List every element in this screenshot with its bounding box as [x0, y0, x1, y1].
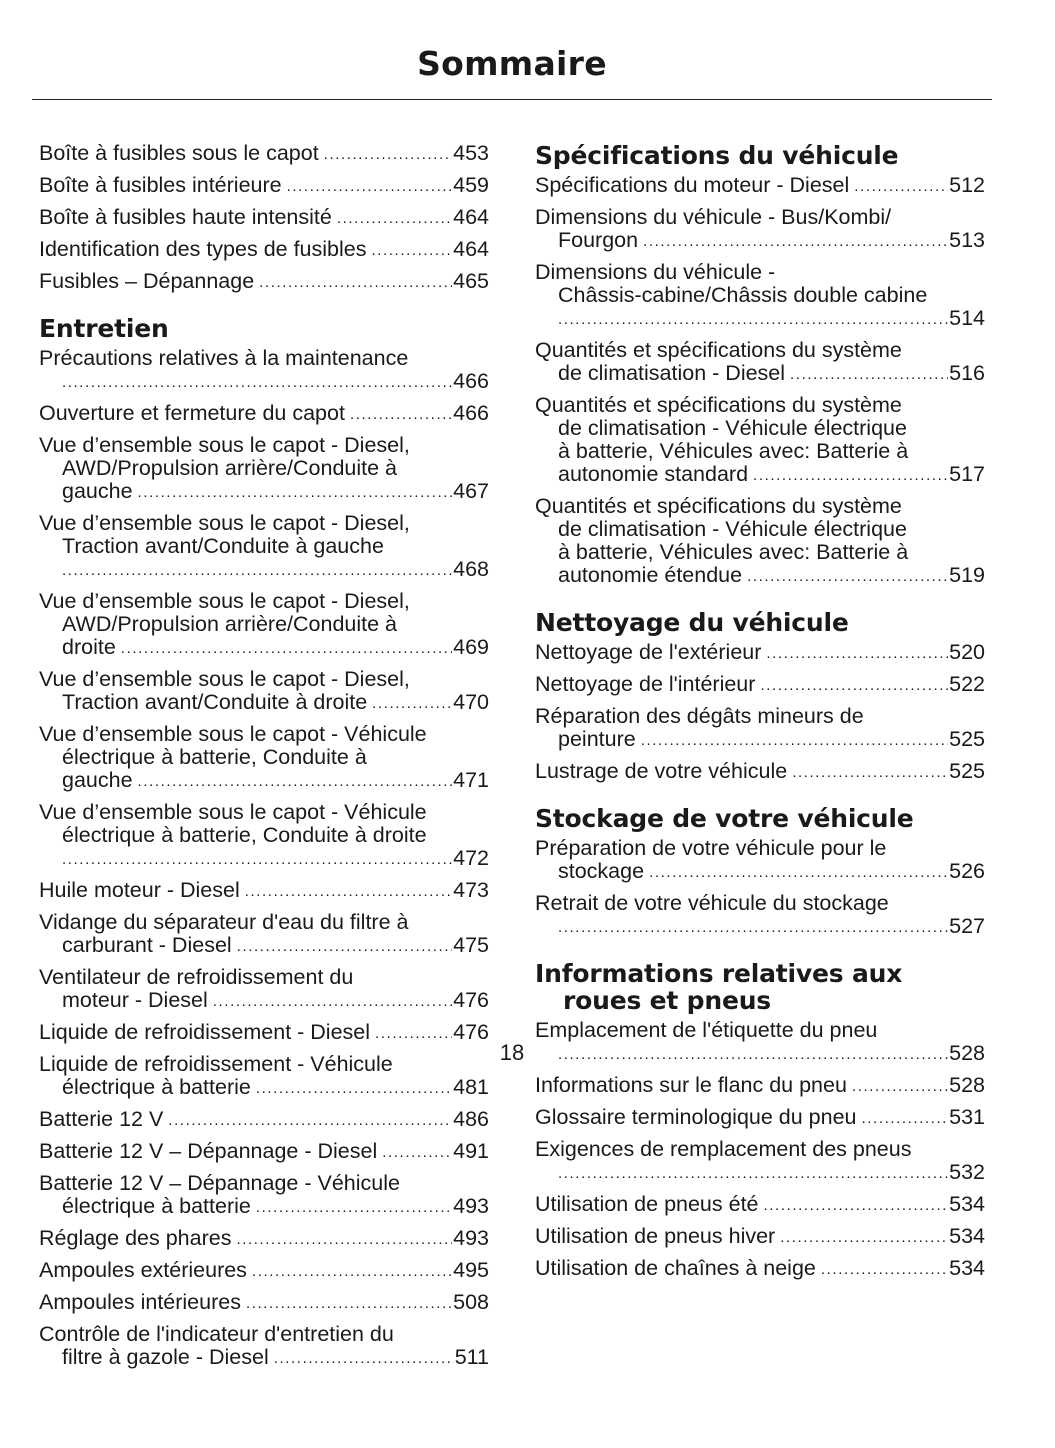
toc-entry-title: Lustrage de votre véhicule [535, 759, 788, 783]
dot-leader [121, 637, 452, 660]
toc-entry-title: Boîte à fusibles sous le capot [39, 141, 319, 165]
toc-entry-line: Vue d’ensemble sous le capot - Diesel, [39, 433, 410, 457]
toc-entry[interactable] [39, 1227, 489, 1252]
toc-page-number: 466 [453, 401, 489, 425]
toc-entry-line: électrique à batterie, Conduite à droite [62, 823, 427, 847]
toc-entry[interactable] [535, 673, 985, 698]
dot-leader [245, 880, 452, 903]
dot-leader [792, 761, 948, 784]
dot-leader [138, 770, 453, 793]
toc-entry-line: Vue d’ensemble sous le capot - Diesel, [39, 589, 410, 613]
toc-page-number: 534 [949, 1224, 985, 1248]
toc-entry[interactable] [535, 174, 985, 199]
toc-entry-title: carburant - Diesel [62, 933, 232, 957]
toc-page-number: 471 [453, 768, 489, 792]
dot-leader [371, 239, 452, 262]
toc-page-number: 481 [453, 1075, 489, 1099]
toc-entry[interactable] [535, 1257, 985, 1282]
section-heading: Stockage de votre véhicule [535, 804, 914, 833]
dot-leader [256, 1077, 452, 1100]
dot-leader [62, 848, 452, 871]
toc-left-column [39, 142, 489, 1391]
toc-entry[interactable] [39, 911, 489, 959]
toc-page-number: 493 [453, 1226, 489, 1250]
toc-entry-line: Vidange du séparateur d'eau du filtre à [39, 910, 409, 934]
toc-entry[interactable] [535, 1106, 985, 1131]
dot-leader [643, 230, 948, 253]
toc-entry[interactable] [39, 1140, 489, 1165]
toc-entry-line: AWD/Propulsion arrière/Conduite à [62, 456, 397, 480]
toc-entry[interactable] [39, 402, 489, 427]
toc-entry[interactable] [39, 206, 489, 231]
dot-leader [382, 1141, 452, 1164]
toc-entry-line: Batterie 12 V – Dépannage - Véhicule [39, 1171, 400, 1195]
toc-page-number: 486 [453, 1107, 489, 1131]
toc-entry-title: gauche [62, 768, 133, 792]
dot-leader [213, 990, 452, 1013]
dot-leader [62, 371, 452, 394]
toc-page-number: 475 [453, 933, 489, 957]
toc-entry[interactable] [39, 347, 489, 395]
toc-entry[interactable] [39, 142, 489, 167]
toc-entry-line: Exigences de remplacement des pneus [535, 1137, 912, 1161]
toc-entry[interactable] [39, 238, 489, 263]
toc-section-informations-relatives-aux-roues-et-pneus [535, 960, 985, 1282]
dot-leader [821, 1258, 948, 1281]
toc-section-nettoyage-du-vehicule [535, 609, 985, 785]
toc-page-number: 517 [949, 462, 985, 486]
toc-entry-title: Batterie 12 V [39, 1107, 164, 1131]
toc-entry-line: Préparation de votre véhicule pour le [535, 836, 887, 860]
toc-entry-title: Utilisation de chaînes à neige [535, 1256, 816, 1280]
toc-entry-title: Batterie 12 V – Dépannage - Diesel [39, 1139, 378, 1163]
dot-leader [252, 1260, 452, 1283]
page-title: Sommaire [417, 44, 607, 83]
toc-entry-title: Réglage des phares [39, 1226, 232, 1250]
dot-leader [854, 175, 948, 198]
toc-entry-title: Spécifications du moteur - Diesel [535, 173, 850, 197]
dot-leader [862, 1107, 949, 1130]
section-heading: Nettoyage du véhicule [535, 608, 849, 637]
toc-page-number: 525 [949, 759, 985, 783]
toc-page-number: 464 [453, 237, 489, 261]
toc-page-number: 465 [453, 269, 489, 293]
toc-entry-title: de climatisation - Diesel [558, 361, 786, 385]
toc-entry-line: Emplacement de l'étiquette du pneu [535, 1018, 878, 1042]
toc-entry-line: Vue d’ensemble sous le capot - Diesel, [39, 667, 410, 691]
toc-section-entretien [39, 315, 489, 1371]
toc-entry-title: Huile moteur - Diesel [39, 878, 240, 902]
toc-entry-title: gauche [62, 479, 133, 503]
toc-entry[interactable] [535, 261, 985, 332]
toc-entry-title: autonomie étendue [558, 563, 743, 587]
toc-entry-title: Boîte à fusibles intérieure [39, 173, 282, 197]
toc-page-number: 467 [453, 479, 489, 503]
toc-entry-title: autonomie standard [558, 462, 749, 486]
toc-page-number: 508 [453, 1290, 489, 1314]
toc-page-number: 532 [949, 1160, 985, 1184]
toc-entry[interactable] [39, 668, 489, 716]
toc-entry-line: Réparation des dégâts mineurs de [535, 704, 864, 728]
dot-leader [237, 935, 452, 958]
dot-leader [350, 403, 452, 426]
toc-entry-title: Fusibles – Dépannage [39, 269, 255, 293]
toc-entry-line: Précautions relatives à la maintenance [39, 346, 409, 370]
toc-page-number: 468 [453, 557, 489, 581]
toc-page-number: 528 [949, 1073, 985, 1097]
toc-page-number: 476 [453, 1020, 489, 1044]
toc-entry-line: Liquide de refroidissement - Véhicule [39, 1052, 393, 1076]
dot-leader [780, 1226, 948, 1249]
toc-entry-title: peinture [558, 727, 636, 751]
toc-entry-title: Glossaire terminologique du pneu [535, 1105, 857, 1129]
dot-leader [558, 308, 948, 331]
toc-page-number: 512 [949, 173, 985, 197]
section-heading: Informations relatives aux roues et pneus [535, 959, 903, 1015]
toc-entry[interactable] [535, 837, 985, 885]
title-divider [32, 99, 992, 100]
toc-entry[interactable] [535, 1225, 985, 1250]
dot-leader [852, 1075, 948, 1098]
toc-page-number: 534 [949, 1192, 985, 1216]
toc-entry-line: Quantités et spécifications du système [535, 393, 902, 417]
toc-entry[interactable] [39, 1323, 489, 1371]
dot-leader [747, 565, 948, 588]
toc-entry[interactable] [39, 1108, 489, 1133]
toc-page-number: 511 [454, 1345, 489, 1369]
dot-leader [324, 143, 452, 166]
toc-entry-title: Identification des types de fusibles [39, 237, 367, 261]
dot-leader [138, 481, 453, 504]
dot-leader [558, 916, 948, 939]
toc-entry-title: Utilisation de pneus hiver [535, 1224, 776, 1248]
toc-entry-title: Nettoyage de l'intérieur [535, 672, 756, 696]
toc-entry[interactable] [39, 1259, 489, 1284]
toc-entry-line: Vue d’ensemble sous le capot - Véhicule [39, 800, 427, 824]
toc-page-number: 464 [453, 205, 489, 229]
toc-entry-title: Ouverture et fermeture du capot [39, 401, 345, 425]
toc-entry[interactable] [535, 394, 985, 488]
toc-entry-title: stockage [558, 859, 645, 883]
toc-entry-line: électrique à batterie, Conduite à [62, 745, 367, 769]
toc-page-number: 516 [949, 361, 985, 385]
page-number: 18 [499, 1040, 525, 1065]
toc-entry-line: Quantités et spécifications du système [535, 494, 902, 518]
dot-leader [649, 861, 948, 884]
toc-page-number: 473 [453, 878, 489, 902]
toc-page-number: 472 [453, 846, 489, 870]
dot-leader [372, 692, 452, 715]
toc-entry[interactable] [39, 1291, 489, 1316]
toc-entry-line: de climatisation - Véhicule électrique [558, 416, 907, 440]
toc-page-number: 519 [949, 563, 985, 587]
toc-entry[interactable] [535, 892, 985, 940]
toc-entry-line: Dimensions du véhicule - Bus/Kombi/ [535, 205, 892, 229]
toc-entry[interactable] [535, 1074, 985, 1099]
toc-section [39, 142, 489, 295]
toc-entry-line: Vue d’ensemble sous le capot - Véhicule [39, 722, 427, 746]
toc-entry[interactable] [39, 590, 489, 661]
toc-page-number: 513 [949, 228, 985, 252]
toc-entry-title: Ampoules intérieures [39, 1290, 241, 1314]
toc-page-number: 459 [453, 173, 489, 197]
toc-entry[interactable] [39, 1172, 489, 1220]
toc-page-number: 534 [949, 1256, 985, 1280]
toc-page-number: 453 [453, 141, 489, 165]
dot-leader [274, 1347, 454, 1370]
toc-entry[interactable] [39, 174, 489, 199]
toc-entry-line: Dimensions du véhicule - [535, 260, 776, 284]
toc-entry[interactable] [535, 760, 985, 785]
toc-entry-line: de climatisation - Véhicule électrique [558, 517, 907, 541]
toc-entry[interactable] [535, 705, 985, 753]
toc-page-number: 526 [949, 859, 985, 883]
toc-entry-title: Traction avant/Conduite à droite [62, 690, 368, 714]
toc-entry[interactable] [535, 339, 985, 387]
dot-leader [337, 207, 452, 230]
toc-entry-line: Vue d’ensemble sous le capot - Diesel, [39, 511, 410, 535]
toc-entry-line: Châssis-cabine/Châssis double cabine [558, 283, 928, 307]
toc-page-number: 527 [949, 914, 985, 938]
toc-entry[interactable] [535, 1138, 985, 1186]
toc-entry[interactable] [39, 434, 489, 505]
toc-entry[interactable] [39, 879, 489, 904]
toc-entry[interactable] [39, 512, 489, 583]
toc-entry-line: Retrait de votre véhicule du stockage [535, 891, 889, 915]
toc-entry-title: Boîte à fusibles haute intensité [39, 205, 332, 229]
toc-entry[interactable] [39, 723, 489, 794]
toc-page-number: 495 [453, 1258, 489, 1282]
toc-entry-line: à batterie, Véhicules avec: Batterie à [558, 540, 909, 564]
toc-entry-title: droite [62, 635, 116, 659]
dot-leader [766, 642, 948, 665]
dot-leader [259, 271, 452, 294]
toc-entry-title: moteur - Diesel [62, 988, 208, 1012]
toc-section-stockage-de-votre-vehicule [535, 805, 985, 940]
toc-entry-line: Traction avant/Conduite à gauche [62, 534, 384, 558]
toc-entry-title: Liquide de refroidissement - Diesel [39, 1020, 371, 1044]
toc-entry-title: Fourgon [558, 228, 639, 252]
toc-page-number: 470 [453, 690, 489, 714]
dot-leader [760, 674, 948, 697]
toc-right-column [535, 142, 985, 1302]
toc-entry-line: Ventilateur de refroidissement du [39, 965, 354, 989]
dot-leader [790, 363, 948, 386]
toc-entry-title: filtre à gazole - Diesel [62, 1345, 269, 1369]
dot-leader [287, 175, 453, 198]
dot-leader [764, 1194, 949, 1217]
section-heading: Spécifications du véhicule [535, 141, 899, 170]
toc-entry[interactable] [535, 1193, 985, 1218]
toc-page-number: 531 [949, 1105, 985, 1129]
toc-entry[interactable] [39, 966, 489, 1014]
dot-leader [236, 1228, 452, 1251]
section-heading: Entretien [39, 314, 169, 343]
toc-entry-line: Quantités et spécifications du système [535, 338, 902, 362]
toc-entry-title: Ampoules extérieures [39, 1258, 247, 1282]
dot-leader [256, 1196, 452, 1219]
toc-section-specifications-du-vehicule [535, 142, 985, 589]
toc-page-number: 466 [453, 369, 489, 393]
toc-page-number: 522 [949, 672, 985, 696]
toc-entry-title: électrique à batterie [62, 1075, 251, 1099]
dot-leader [641, 729, 948, 752]
toc-page-number: 525 [949, 727, 985, 751]
toc-entry-line: AWD/Propulsion arrière/Conduite à [62, 612, 397, 636]
dot-leader [558, 1162, 948, 1185]
toc-entry-title: électrique à batterie [62, 1194, 251, 1218]
toc-page-number: 514 [949, 306, 985, 330]
toc-entry[interactable] [39, 270, 489, 295]
dot-leader [246, 1292, 452, 1315]
toc-page-number: 493 [453, 1194, 489, 1218]
dot-leader [62, 559, 452, 582]
toc-entry-title: Informations sur le flanc du pneu [535, 1073, 847, 1097]
dot-leader [168, 1109, 452, 1132]
toc-entry-line: Contrôle de l'indicateur d'entretien du [39, 1322, 394, 1346]
dot-leader [753, 464, 948, 487]
toc-page-number: 528 [949, 1041, 985, 1065]
toc-page-number: 520 [949, 640, 985, 664]
toc-entry[interactable] [39, 801, 489, 872]
toc-entry-title: Nettoyage de l'extérieur [535, 640, 762, 664]
toc-page-number: 491 [453, 1139, 489, 1163]
toc-page-number: 469 [453, 635, 489, 659]
toc-entry[interactable] [535, 206, 985, 254]
toc-page-number: 476 [453, 988, 489, 1012]
toc-entry[interactable] [535, 641, 985, 666]
toc-entry[interactable] [535, 495, 985, 589]
toc-entry-line: à batterie, Véhicules avec: Batterie à [558, 439, 909, 463]
toc-entry-title: Utilisation de pneus été [535, 1192, 759, 1216]
